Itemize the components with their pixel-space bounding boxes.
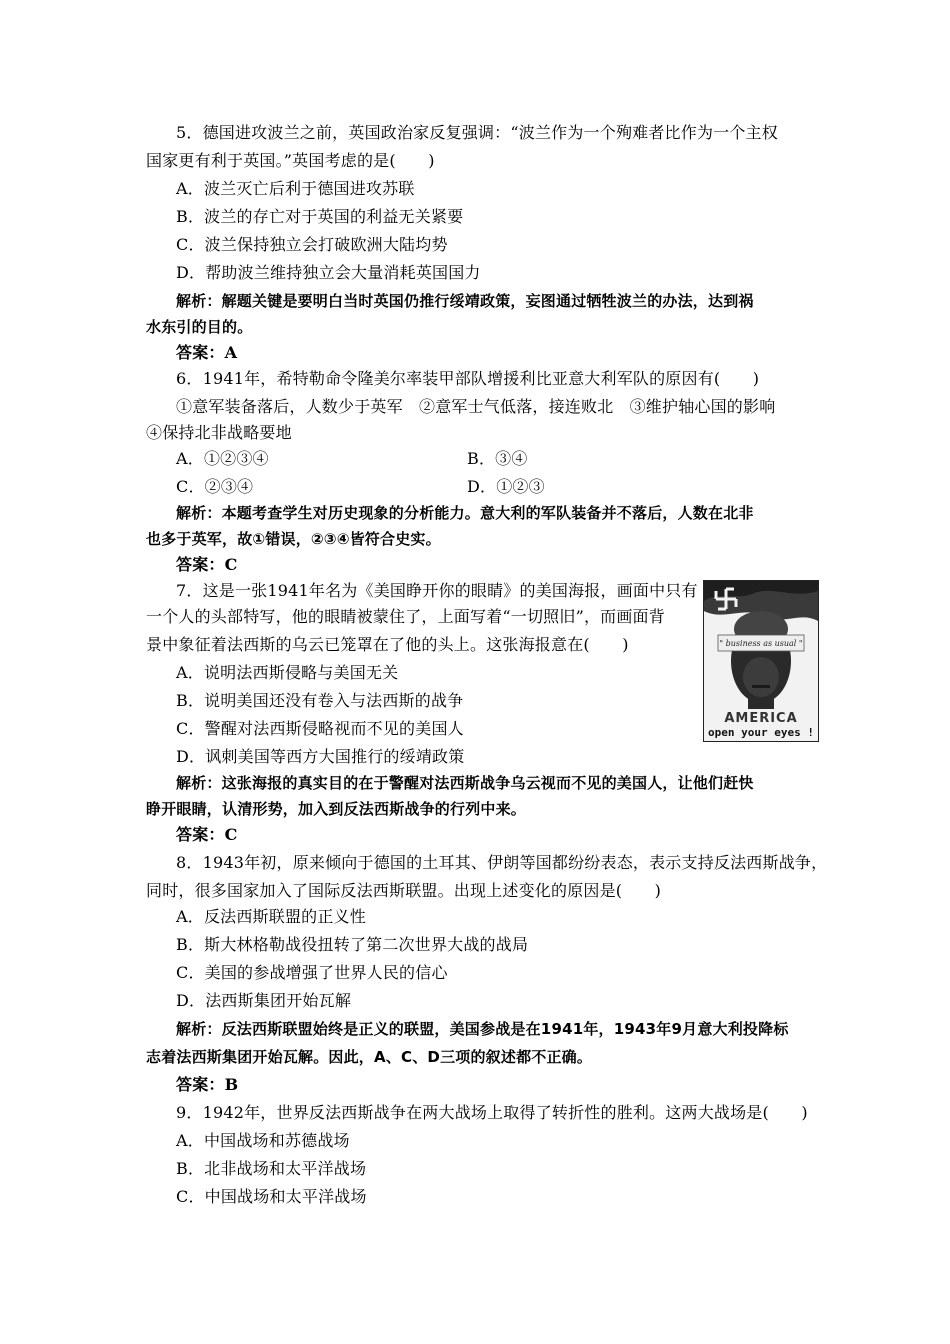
q8-stem-line-1: 8．1943年初，原来倾向于德国的土耳其、伊朗等国都纷纷表态，表示支持反法西斯战争， — [176, 853, 828, 872]
q5-option-a: A．波兰灭亡后利于德国进攻苏联 — [176, 179, 415, 198]
poster-subtitle: open your eyes ! — [708, 726, 814, 739]
q6-analysis-line-1: 解析：本题考查学生对历史现象的分析能力。意大利的军队装备并不落后，人数在北非 — [176, 504, 754, 522]
q6-option-b: B．③④ — [467, 449, 528, 468]
poster-blindfold-text: " business as usual " — [719, 639, 803, 648]
q8-option-a: A．反法西斯联盟的正义性 — [176, 907, 366, 926]
q6-stem-line-2: ①意军装备落后，人数少于英军 ②意军士气低落，接连败北 ③维护轴心国的影响 — [176, 397, 776, 416]
america-poster-image — [703, 580, 819, 742]
q5-option-b: B．波兰的存亡对于英国的利益无关紧要 — [176, 207, 464, 226]
q7-answer: 答案：C — [176, 825, 238, 844]
q5-analysis-line-2: 水东引的目的。 — [146, 318, 253, 336]
poster-title-america: AMERICA — [724, 711, 798, 726]
q5-analysis-line-1: 解析：解题关键是要明白当时英国仍推行绥靖政策，妄图通过牺牲波兰的办法，达到祸 — [176, 292, 754, 310]
q9-option-a: A．中国战场和苏德战场 — [176, 1131, 350, 1150]
q8-answer: 答案：B — [176, 1075, 239, 1094]
q9-option-c: C．中国战场和太平洋战场 — [176, 1187, 367, 1206]
q7-option-a: A．说明法西斯侵略与美国无关 — [176, 663, 399, 682]
q5-option-d: D．帮助波兰维持独立会大量消耗英国国力 — [176, 263, 481, 282]
q7-analysis-line-2: 睁开眼睛，认清形势，加入到反法西斯战争的行列中来。 — [146, 800, 527, 818]
q6-option-c: C．②③④ — [176, 477, 254, 496]
q8-analysis-line-1: 解析：反法西斯联盟始终是正义的联盟，美国参战是在1941年，1943年9月意大利投降标 — [176, 1020, 789, 1038]
q6-stem-line-3: ④保持北非战略要地 — [146, 423, 292, 442]
q8-option-b: B．斯大林格勒战役扭转了第二次世界大战的战局 — [176, 935, 529, 954]
q6-answer: 答案：C — [176, 555, 238, 574]
q9-option-b: B．北非战场和太平洋战场 — [176, 1159, 367, 1178]
q6-analysis-line-2: 也多于英军，故①错误，②③④皆符合史实。 — [146, 530, 441, 548]
q5-stem-line-1: 5．德国进攻波兰之前，英国政治家反复强调：“波兰作为一个殉难者比作为一个主权 — [176, 123, 778, 142]
q5-option-c: C．波兰保持独立会打破欧洲大陆均势 — [176, 235, 448, 254]
q6-option-d: D．①②③ — [467, 477, 545, 496]
q6-stem-line-1: 6．1941年，希特勒命令隆美尔率装甲部队增援利比亚意大利军队的原因有( ) — [176, 369, 760, 388]
q7-stem-line-3: 景中象征着法西斯的乌云已笼罩在了他的头上。这张海报意在( ) — [146, 635, 629, 654]
q7-option-c: C．警醒对法西斯侵略视而不见的美国人 — [176, 719, 464, 738]
q6-option-a: A．①②③④ — [176, 449, 269, 468]
q8-option-c: C．美国的参战增强了世界人民的信心 — [176, 963, 448, 982]
q5-stem-line-2: 国家更有利于英国。”英国考虑的是( ) — [146, 151, 435, 170]
q8-stem-line-2: 同时，很多国家加入了国际反法西斯联盟。出现上述变化的原因是( ) — [146, 881, 662, 900]
q7-option-b: B．说明美国还没有卷入与法西斯的战争 — [176, 691, 464, 710]
q7-stem-line-2: 一个人的头部特写，他的眼睛被蒙住了，上面写着“一切照旧”，而画面背 — [146, 607, 665, 626]
q8-option-d: D．法西斯集团开始瓦解 — [176, 991, 352, 1010]
q5-answer: 答案：A — [176, 343, 238, 362]
q7-option-d: D．讽刺美国等西方大国推行的绥靖政策 — [176, 747, 465, 766]
q7-stem-line-1: 7．这是一张1941年名为《美国睁开你的眼睛》的美国海报，画面中只有 — [176, 581, 698, 600]
q8-analysis-line-2: 志着法西斯集团开始瓦解。因此，A、C、D三项的叙述都不正确。 — [146, 1048, 593, 1066]
q7-analysis-line-1: 解析：这张海报的真实目的在于警醒对法西斯战争乌云视而不见的美国人，让他们赶快 — [176, 774, 754, 792]
q9-stem-line-1: 9．1942年，世界反法西斯战争在两大战场上取得了转折性的胜利。这两大战场是( ) — [176, 1103, 808, 1122]
